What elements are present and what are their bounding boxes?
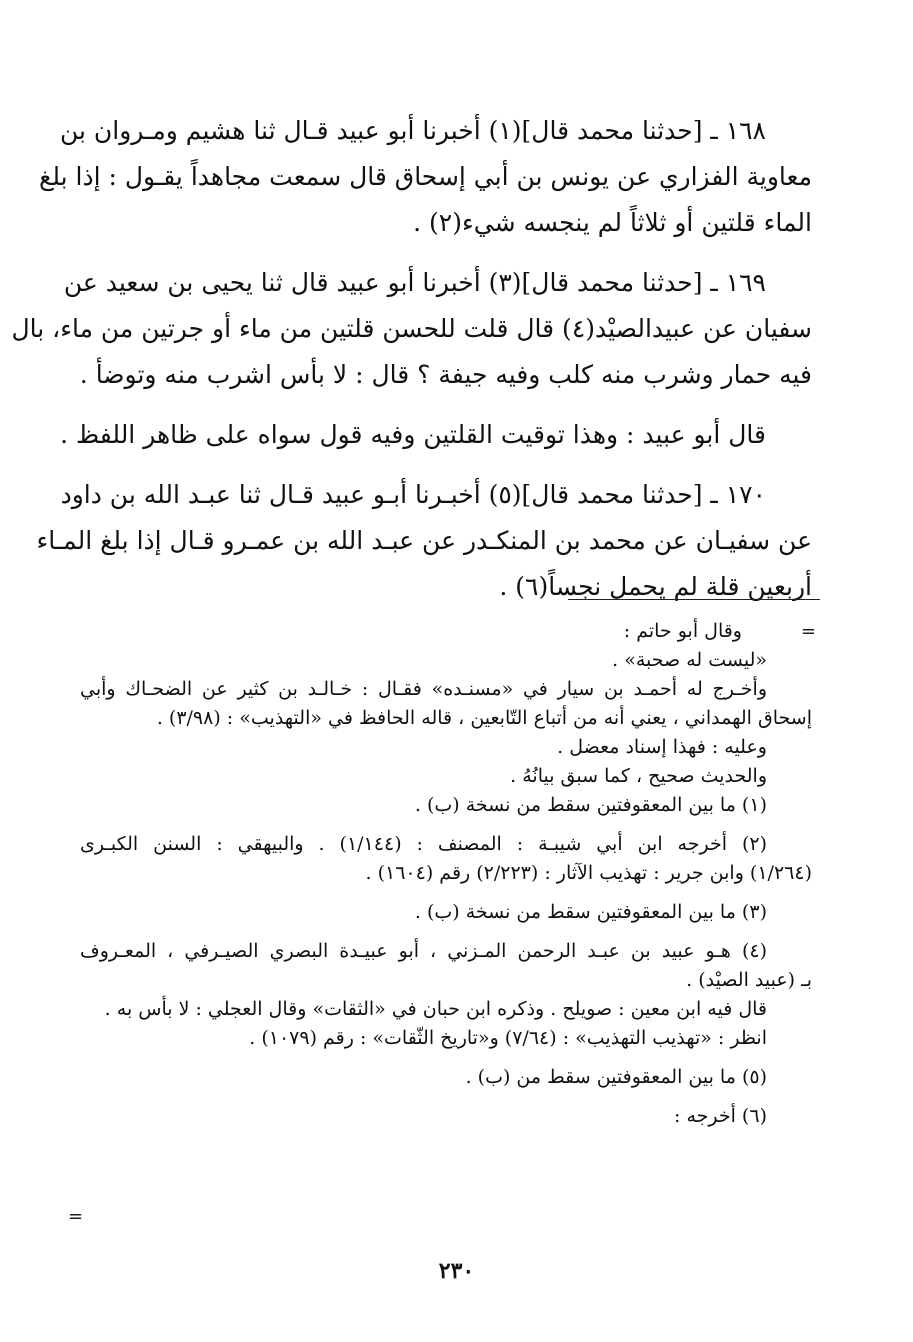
- main-text: [11, 108, 812, 624]
- text-line: عن سفيـان عن محمد بن المنكـدر عن عبـد الله بن عمـرو قـال إذا بلغ المـاء: [36, 526, 812, 555]
- page-number: ٢٣٠: [438, 1258, 475, 1284]
- footnote-4-cont: انظر : «تهذيب التهذيب» : (٧/٦٤) و«تاريخ الثّقات» : رقم (١٠٧٩) .: [249, 1027, 767, 1049]
- text-line: ١٦٨ ـ [حدثنا محمد قال](١) أخبرنا أبو عبيد قـال ثنا هشيم ومـروان بن: [59, 116, 766, 145]
- text-line: قال أبو عبيد : وهذا توقيت القلتين وفيه قول سواه على ظاهر اللفظ .: [60, 420, 766, 449]
- footnote-continuation: وأخـرج له أحمـد بن سيار في «مسنـده» فقـال : خـالـد بن كثير عن الضحـاك وأبي: [80, 678, 767, 700]
- continuation-mark-bottom: =: [68, 1206, 84, 1227]
- footnote-separator: [568, 599, 820, 600]
- footnote-4-cont: بـ (عبيد الصيْد) .: [686, 969, 812, 991]
- footnote-1: (١) ما بين المعقوفتين سقط من نسخة (ب) .: [414, 794, 767, 816]
- text-line: أربعين قلة لم يحمل نجساً(٦) .: [499, 572, 812, 601]
- footnote-4: (٤) هـو عبيد بن عبـد الرحمن المـزني ، أبو عبيـدة البصري الصيـرفي ، المعـروف: [80, 940, 767, 962]
- footnote-4-cont: قال فيه ابن معين : صويلح . وذكره ابن حبان في «الثقات» وقال العجلي : لا بأس به .: [104, 998, 767, 1020]
- text-line: ١٦٩ ـ [حدثنا محمد قال](٣) أخبرنا أبو عبيد قال ثنا يحيى بن سعيد عن: [63, 268, 766, 297]
- footnote-5: (٥) ما بين المعقوفتين سقط من (ب) .: [465, 1066, 767, 1088]
- footnote-3: (٣) ما بين المعقوفتين سقط من نسخة (ب) .: [414, 901, 767, 923]
- continuation-mark-top: =: [800, 621, 816, 642]
- footnote-2-cont: (١/٢٦٤) وابن جرير : تهذيب الآثار : (٢/٢٢٣) رقم (١٦٠٤) .: [365, 862, 812, 884]
- footnote-continuation: إسحاق الهمداني ، يعني أنه من أتباع التّابعين ، قاله الحافظ في «التهذيب» : (٣/٩٨) .: [156, 707, 812, 729]
- hadith-170: [36, 472, 812, 610]
- text-line: معاوية الفزاري عن يونس بن أبي إسحاق قال سمعت مجاهداً يقـول : إذا بلغ: [39, 162, 812, 191]
- footnote-2: (٢) أخرجه ابن أبي شيبـة : المصنف : (١/١٤٤) . والبيهقي : السنن الكبـرى: [80, 833, 767, 855]
- text-line: فيه حمار وشرب منه كلب وفيه جيفة ؟ قال : لا بأس اشرب منه وتوضأ .: [79, 360, 812, 389]
- footnote-continuation: والحديث صحيح ، كما سبق بيانُهُ .: [510, 765, 767, 787]
- footnote-continuation: وعليه : فهذا إسناد معضل .: [557, 736, 767, 758]
- footnote-continuation: وقال أبو حاتم :: [623, 620, 742, 642]
- text-line: سفيان عن عبيدالصيْد(٤) قال قلت للحسن قلتين من ماء أو جرتين من ماء، بال: [11, 314, 812, 343]
- hadith-169: [11, 260, 812, 398]
- footnote-continuation: «ليست له صحبة» .: [612, 649, 767, 671]
- abu-ubaid-comment: [60, 412, 812, 458]
- hadith-168: [39, 108, 812, 246]
- text-line: ١٧٠ ـ [حدثنا محمد قال](٥) أخبـرنا أبـو عبيد قـال ثنا عبـد الله بن داود: [60, 480, 766, 509]
- footnote-6: (٦) أخرجه :: [674, 1105, 767, 1127]
- footnotes: [80, 617, 812, 1131]
- text-line: الماء قلتين أو ثلاثاً لم ينجسه شيء(٢) .: [413, 208, 812, 237]
